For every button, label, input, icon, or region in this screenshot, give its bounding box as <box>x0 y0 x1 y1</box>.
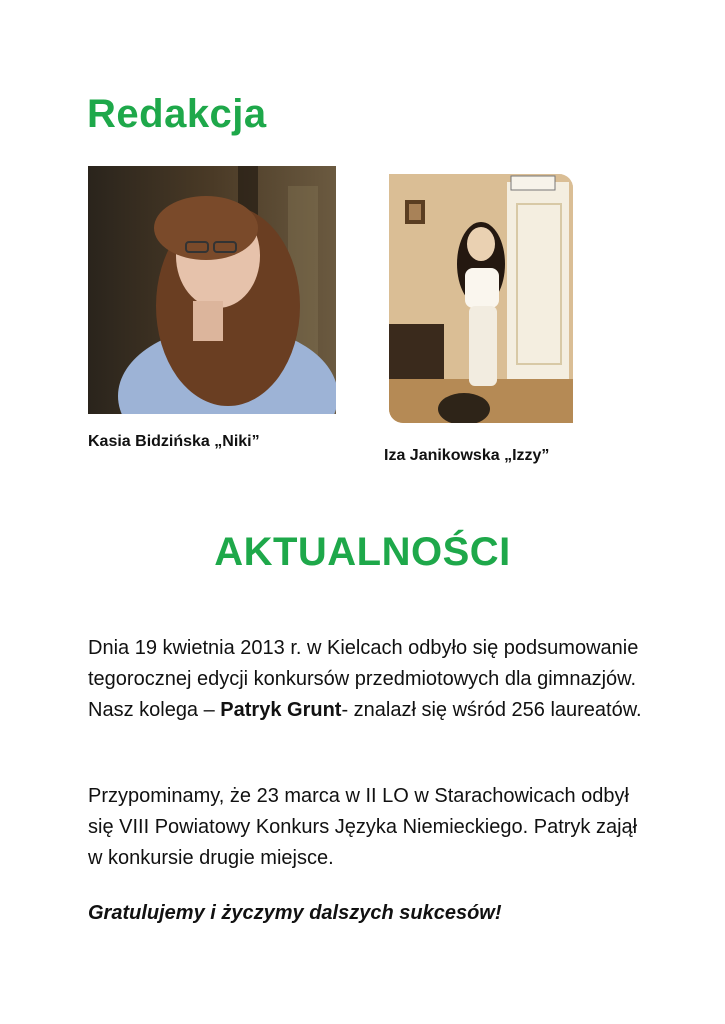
member-name-niki: Kasia Bidzińska „Niki” <box>88 433 260 450</box>
member-photo-niki <box>88 166 336 414</box>
news-paragraph-1-tail: - znalazł się wśród 256 laureatów. <box>341 699 642 721</box>
portrait-photo-illustration <box>389 174 573 423</box>
news-paragraph-1-highlight: Patryk Grunt <box>220 699 342 721</box>
member-photo-izzy <box>389 174 573 423</box>
member-name-izzy: Iza Janikowska „Izzy” <box>384 447 550 464</box>
news-congrats: Gratulujemy i życzymy dalszych sukcesów! <box>88 902 502 924</box>
redakcja-heading: Redakcja <box>87 92 267 136</box>
news-paragraph-1-text: Dnia 19 kwietnia 2013 r. w Kielcach odbyło się podsumowanie tegorocznej edycji konkursów przedmiotowych dla gimnazjów. Nasz kolega – <box>88 637 639 721</box>
news-paragraph-2: Przypominamy, że 23 marca w II LO w Starachowicach odbył się VIII Powiatowy Konkurs Języka Niemieckiego. Patryk zajął w konkursie drugie miejsce. <box>88 785 638 869</box>
news-paragraph-1 <box>88 633 648 726</box>
news-heading: AKTUALNOŚCI <box>214 530 511 574</box>
portrait-photo-illustration <box>88 166 336 414</box>
